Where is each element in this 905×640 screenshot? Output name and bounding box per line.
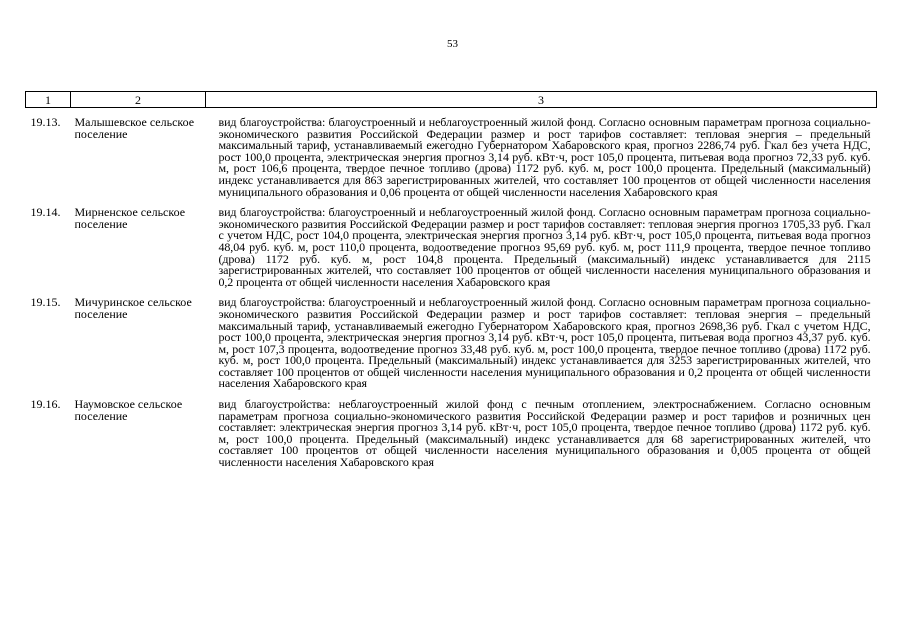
settlement-name: Мирненское сельское поселение <box>74 205 186 231</box>
table-row <box>26 397 877 469</box>
settlement-name: Мичуринское сельское поселение <box>74 295 192 321</box>
row-number: 19.15. <box>30 295 61 310</box>
row-spacer <box>26 390 877 397</box>
table-header-row <box>26 92 877 108</box>
header-col-1: 1 <box>26 92 71 108</box>
settlement-name: Наумовское сельское поселение <box>74 397 183 423</box>
row-spacer <box>26 198 877 205</box>
header-col-2: 2 <box>71 92 206 108</box>
row-spacer <box>26 288 877 295</box>
settlement-description: вид благоустройства: благоустроенный и неблагоустроенный жилой фонд. Согласно основным параметрам прогноза социально-экономического развития Российской Федерации размер и рост тарифов составляет: тепловая энергия – предельный максимальный тариф, устанавливаемый ежегодно Губернатором Хабаровского края, прогноз 2286,74 руб. Гкал без учета НДС, рост 100,0 процента, электрическая энергия прогноз 3,14 руб. кВт·ч, рост 105,0 процента, питьевая вода прогноз 72,33 руб. куб. м, рост 106,6 процента, твердое печное топливо (дрова) 1172 руб. куб. м, рост 100,0 процента. Предельный (максимальный) индекс устанавливается для 863 зарегистрированных жителей, что составляет 100 процентов от общей численности населения муниципального образования и 0,06 процента от общей численности населения Хабаровского края <box>218 115 871 199</box>
settlements-table <box>25 91 877 469</box>
table-row <box>26 115 877 198</box>
row-number: 19.16. <box>30 397 61 412</box>
row-number: 19.13. <box>30 115 61 129</box>
row-number: 19.14. <box>30 205 61 220</box>
header-spacer <box>26 108 877 116</box>
page-number: 53 <box>447 38 458 50</box>
table-row <box>26 205 877 288</box>
table-row <box>26 295 877 390</box>
header-col-3: 3 <box>206 92 877 108</box>
settlement-description: вид благоустройства: благоустроенный и неблагоустроенный жилой фонд. Согласно основным параметрам прогноза социально-экономического развития Российской Федерации размер и рост тарифов составляет: тепловая энергия – предельный максимальный тариф, устанавливаемый ежегодно Губернатором Хабаровского края, прогноз 2698,36 руб. Гкал с учетом НДС, рост 100,0 процента, электрическая энергия прогноз 3,14 руб. кВт·ч, рост 105,0 процента, питьевая вода прогноз 43,37 руб. куб. м, рост 107,3 процента, водоотведение прогноз 33,48 руб. куб. м, рост 100,0 процента, твердое печное топливо (дрова) 1172 руб. куб. м, рост 100,0 процента. Предельный (максимальный) индекс устанавливается для 3253 зарегистрированных жителей, что составляет 100 процентов от общей численности населения муниципального образования и 0,2 процента от общей численности населения Хабаровского края <box>218 295 871 391</box>
settlement-description: вид благоустройства: неблагоустроенный жилой фонд с печным отоплением, электроснабжением. Согласно основным параметрам прогноза социально-экономического развития Российской Федерации размер и рост тарифов и розничных цен составляет: электрическая энергия прогноз 3,14 руб. кВт·ч, рост 105,0 процента, твердое печное топливо (дрова) 1172 руб. куб. м, рост 100,0 процента. Предельный (максимальный) индекс устанавливается для 68 зарегистрированных жителей, что составляет 100 процентов от общей численности населения муниципального образования и 0,005 процента от общей численности населения Хабаровского края <box>218 397 871 470</box>
settlement-name: Малышевское сельское поселение <box>74 115 195 141</box>
settlement-description: вид благоустройства: благоустроенный и неблагоустроенный жилой фонд. Согласно основным параметрам прогноза социально-экономического развития Российской Федерации размер и рост тарифов составляет: тепловая энергия прогноз 1705,33 руб. Гкал с учетом НДС, рост 104,0 процента, электрическая энергия прогноз 3,14 руб. кВт·ч, рост 105,0 процента, питьевая вода прогноз 48,04 руб. куб. м, рост 110,0 процента, водоотведение прогноз 95,69 руб. куб. м, рост 111,9 процента, твердое печное топливо (дрова) 1172 руб. куб. м, рост 104,8 процента. Предельный (максимальный) индекс устанавливается для 2115 зарегистрированных жителей, что составляет 100 процентов от общей численности населения муниципального образования и 0,2 процента от общей численности населения Хабаровского края <box>218 205 871 289</box>
